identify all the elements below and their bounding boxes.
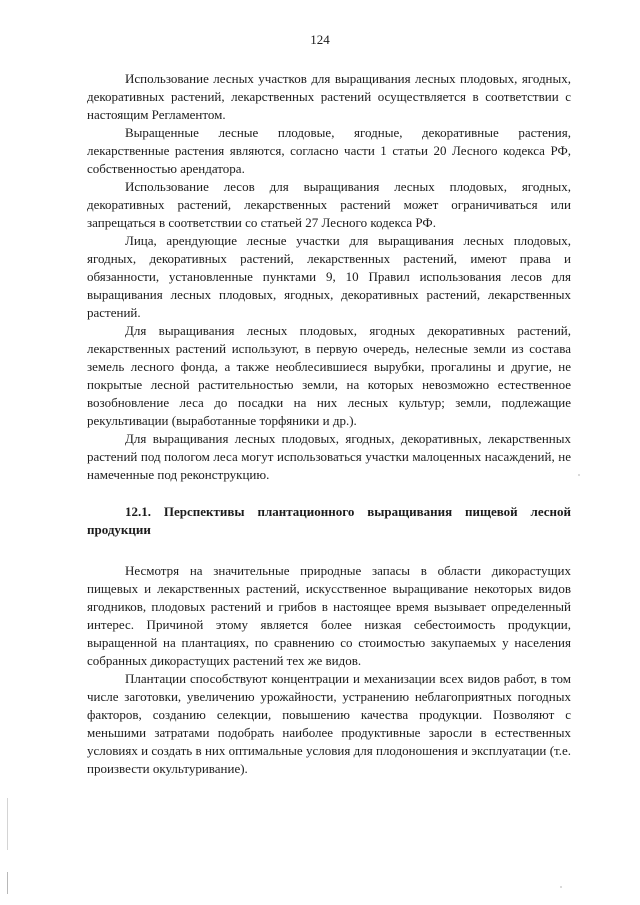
paragraph: Плантации способствуют концентрации и механизации всех видов работ, в том числе заготовки, увеличению урожайности, устранению неблагоприятных погодных факторов, созданию селекции, повышению качества продукции. Позволяют с меньшими затратами подобрать наиболее продуктивные заросли в естественных условиях и создать в них оптимальные условия для плодоношения и эксплуатации (т.е. произвести окультуривание).: [87, 671, 571, 776]
document-body: [87, 70, 571, 778]
paragraph: Выращенные лесные плодовые, ягодные, декоративные растения, лекарственные растения являются, согласно части 1 статьи 20 Лесного кодекса РФ, собственностью арендатора.: [87, 125, 571, 176]
paragraph: Лица, арендующие лесные участки для выращивания лесных плодовых, ягодных, декоративных растений, лекарственных растений, имеют права и обязанности, установленные пунктами 9, 10 Правил использования лесов для выращивания лесных плодовых, ягодных, декоративных растений, лекарственных растений.: [87, 233, 571, 320]
scan-edge-mark: [7, 798, 8, 850]
paragraph: Несмотря на значительные природные запасы в области дикорастущих пищевых и лекарственных растений, искусственное выращивание некоторых видов ягодников, плодовых растений и грибов в настоящее время вызывает определенный интерес. Причиной этому является более низкая себестоимость продукции, выращенной на плантациях, по сравнению со стоимостью закупаемых у населения собранных дикорастущих растений тех же видов.: [87, 563, 571, 668]
paragraph: Использование лесных участков для выращивания лесных плодовых, ягодных, декоративных растений, лекарственных растений осуществляется в соответствии с настоящим Регламентом.: [87, 71, 571, 122]
scan-edge-mark: [7, 872, 8, 894]
scan-speck: [560, 886, 562, 888]
paragraph: Использование лесов для выращивания лесных плодовых, ягодных, декоративных растений, лекарственных растений может ограничиваться или запрещаться в соответствии со статьей 27 Лесного кодекса РФ.: [87, 179, 571, 230]
paragraph: Для выращивания лесных плодовых, ягодных, декоративных, лекарственных растений под пологом леса могут использоваться участки малоценных насаждений, не намеченные под реконструкцию.: [87, 431, 571, 482]
paragraph: Для выращивания лесных плодовых, ягодных декоративных растений, лекарственных растений используют, в первую очередь, нелесные земли из состава земель лесного фонда, а также необлесившиеся вырубки, прогалины и другие, не покрытые лесной растительностью земли, на которых невозможно естественное возобновление леса до посадки на них лесных культур; земли, подлежащие рекультивации (выработанные торфяники и др.).: [87, 323, 571, 428]
scan-speck: [578, 474, 580, 476]
section-heading: 12.1. Перспективы плантационного выращивания пищевой лесной продукции: [87, 504, 571, 537]
page-number: 124: [310, 32, 330, 47]
